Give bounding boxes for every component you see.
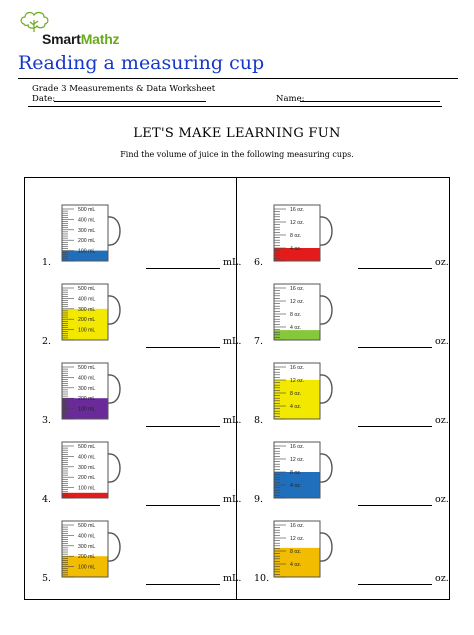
question-number: 4. (42, 494, 52, 505)
cup-handle (108, 217, 120, 245)
smartmathz-logo (18, 10, 138, 50)
question-number: 8. (254, 415, 264, 426)
answer-line[interactable] (358, 268, 432, 269)
scale-label: 200 mL (78, 238, 96, 245)
problem-3 (42, 355, 242, 433)
scale-label: 400 mL (78, 375, 96, 382)
scale-label: 4 oz. (290, 562, 302, 568)
juice-fill (274, 330, 320, 340)
scale-label: 8 oz. (290, 233, 302, 239)
scale-label: 4 oz. (290, 325, 302, 331)
scale-label: 16 oz. (290, 523, 305, 529)
scale-label: 12 oz. (290, 378, 305, 384)
measuring-cup-icon (60, 197, 124, 269)
unit-label: mL. (223, 336, 242, 347)
measuring-cup-icon (272, 197, 336, 269)
measuring-cup-icon (60, 513, 124, 585)
problem-7 (254, 276, 454, 354)
unit-label: mL. (223, 257, 242, 268)
scale-label: 100 mL (78, 406, 96, 413)
unit-label: oz. (435, 415, 449, 426)
answer-line[interactable] (146, 268, 220, 269)
scale-label: 300 mL (78, 306, 96, 313)
scale-label: 400 mL (78, 454, 96, 461)
logo-wordmark (42, 31, 119, 47)
answer-line[interactable] (358, 505, 432, 506)
scale-label: 500 mL (78, 207, 96, 213)
date-field-line[interactable] (54, 101, 206, 102)
juice-fill (62, 493, 108, 498)
problem-4 (42, 434, 242, 512)
cup-handle (320, 296, 332, 324)
unit-label: mL. (223, 573, 242, 584)
problem-1 (42, 197, 242, 275)
answer-line[interactable] (146, 584, 220, 585)
answer-line[interactable] (358, 584, 432, 585)
unit-label: oz. (435, 336, 449, 347)
name-label: Name: (276, 94, 305, 104)
scale-label: 500 mL (78, 444, 96, 450)
unit-label: mL. (223, 415, 242, 426)
headline: LET'S MAKE LEARNING FUN (133, 126, 341, 141)
problem-9 (254, 434, 454, 512)
problem-2 (42, 276, 242, 354)
measuring-cup-icon (272, 276, 336, 348)
measuring-cup-icon (60, 355, 124, 427)
cup-handle (108, 296, 120, 324)
scale-label: 16 oz. (290, 207, 305, 213)
scale-label: 300 mL (78, 543, 96, 550)
measuring-cup-icon (60, 276, 124, 348)
cup-handle (108, 375, 120, 403)
question-number: 9. (254, 494, 264, 505)
scale-label: 12 oz. (290, 536, 305, 542)
question-number: 5. (42, 573, 52, 584)
date-label: Date: (32, 94, 56, 104)
scale-label: 400 mL (78, 533, 96, 540)
question-number: 1. (42, 257, 52, 268)
worksheet-subtitle: Grade 3 Measurements & Data Worksheet (32, 84, 216, 94)
problem-10 (254, 513, 454, 591)
scale-label: 4 oz. (290, 404, 302, 410)
scale-label: 12 oz. (290, 220, 305, 226)
unit-label: oz. (435, 573, 449, 584)
question-number: 2. (42, 336, 52, 347)
logo-text-smart: Smart (42, 31, 81, 47)
answer-line[interactable] (358, 347, 432, 348)
scale-label: 200 mL (78, 396, 96, 403)
measuring-cup-icon (272, 434, 336, 506)
scale-label: 400 mL (78, 217, 96, 224)
scale-label: 16 oz. (290, 365, 305, 371)
scale-label: 300 mL (78, 227, 96, 234)
answer-line[interactable] (358, 426, 432, 427)
header-divider (28, 106, 442, 107)
scale-label: 200 mL (78, 475, 96, 482)
question-number: 7. (254, 336, 264, 347)
title-rule (18, 78, 458, 79)
logo-text-mathz: Mathz (80, 31, 120, 47)
scale-label: 100 mL (78, 485, 96, 492)
scale-label: 8 oz. (290, 549, 302, 555)
cup-handle (108, 454, 120, 482)
measuring-cup-icon (272, 355, 336, 427)
page-title: Reading a measuring cup (18, 52, 265, 74)
measuring-cup-icon (272, 513, 336, 585)
scale-label: 200 mL (78, 317, 96, 324)
scale-label: 12 oz. (290, 299, 305, 305)
scale-label: 300 mL (78, 385, 96, 392)
unit-label: oz. (435, 257, 449, 268)
scale-label: 400 mL (78, 296, 96, 303)
unit-label: oz. (435, 494, 449, 505)
cup-handle (320, 375, 332, 403)
scale-label: 200 mL (78, 554, 96, 561)
scale-label: 100 mL (78, 564, 96, 571)
answer-line[interactable] (146, 347, 220, 348)
scale-label: 500 mL (78, 523, 96, 529)
cup-handle (320, 217, 332, 245)
scale-label: 8 oz. (290, 391, 302, 397)
cup-handle (320, 454, 332, 482)
scale-label: 12 oz. (290, 457, 305, 463)
problem-5 (42, 513, 242, 591)
measuring-cup-icon (60, 434, 124, 506)
answer-line[interactable] (146, 426, 220, 427)
scale-label: 4 oz. (290, 483, 302, 489)
scale-label: 100 mL (78, 327, 96, 334)
cup-handle (108, 533, 120, 561)
scale-label: 100 mL (78, 248, 96, 255)
problem-6 (254, 197, 454, 275)
problem-8 (254, 355, 454, 433)
juice-fill (62, 306, 108, 340)
scale-label: 300 mL (78, 464, 96, 471)
question-number: 3. (42, 415, 52, 426)
instruction-text: Find the volume of juice in the following measuring cups. (120, 150, 354, 159)
cup-handle (320, 533, 332, 561)
scale-label: 4 oz. (290, 246, 302, 252)
scale-label: 500 mL (78, 286, 96, 292)
question-number: 10. (254, 573, 270, 584)
scale-label: 500 mL (78, 365, 96, 371)
juice-fill (274, 380, 320, 419)
scale-label: 16 oz. (290, 444, 305, 450)
scale-label: 16 oz. (290, 286, 305, 292)
scale-label: 8 oz. (290, 470, 302, 476)
name-field-line[interactable] (300, 101, 440, 102)
scale-label: 8 oz. (290, 312, 302, 318)
question-number: 6. (254, 257, 264, 268)
answer-line[interactable] (146, 505, 220, 506)
unit-label: mL. (223, 494, 242, 505)
